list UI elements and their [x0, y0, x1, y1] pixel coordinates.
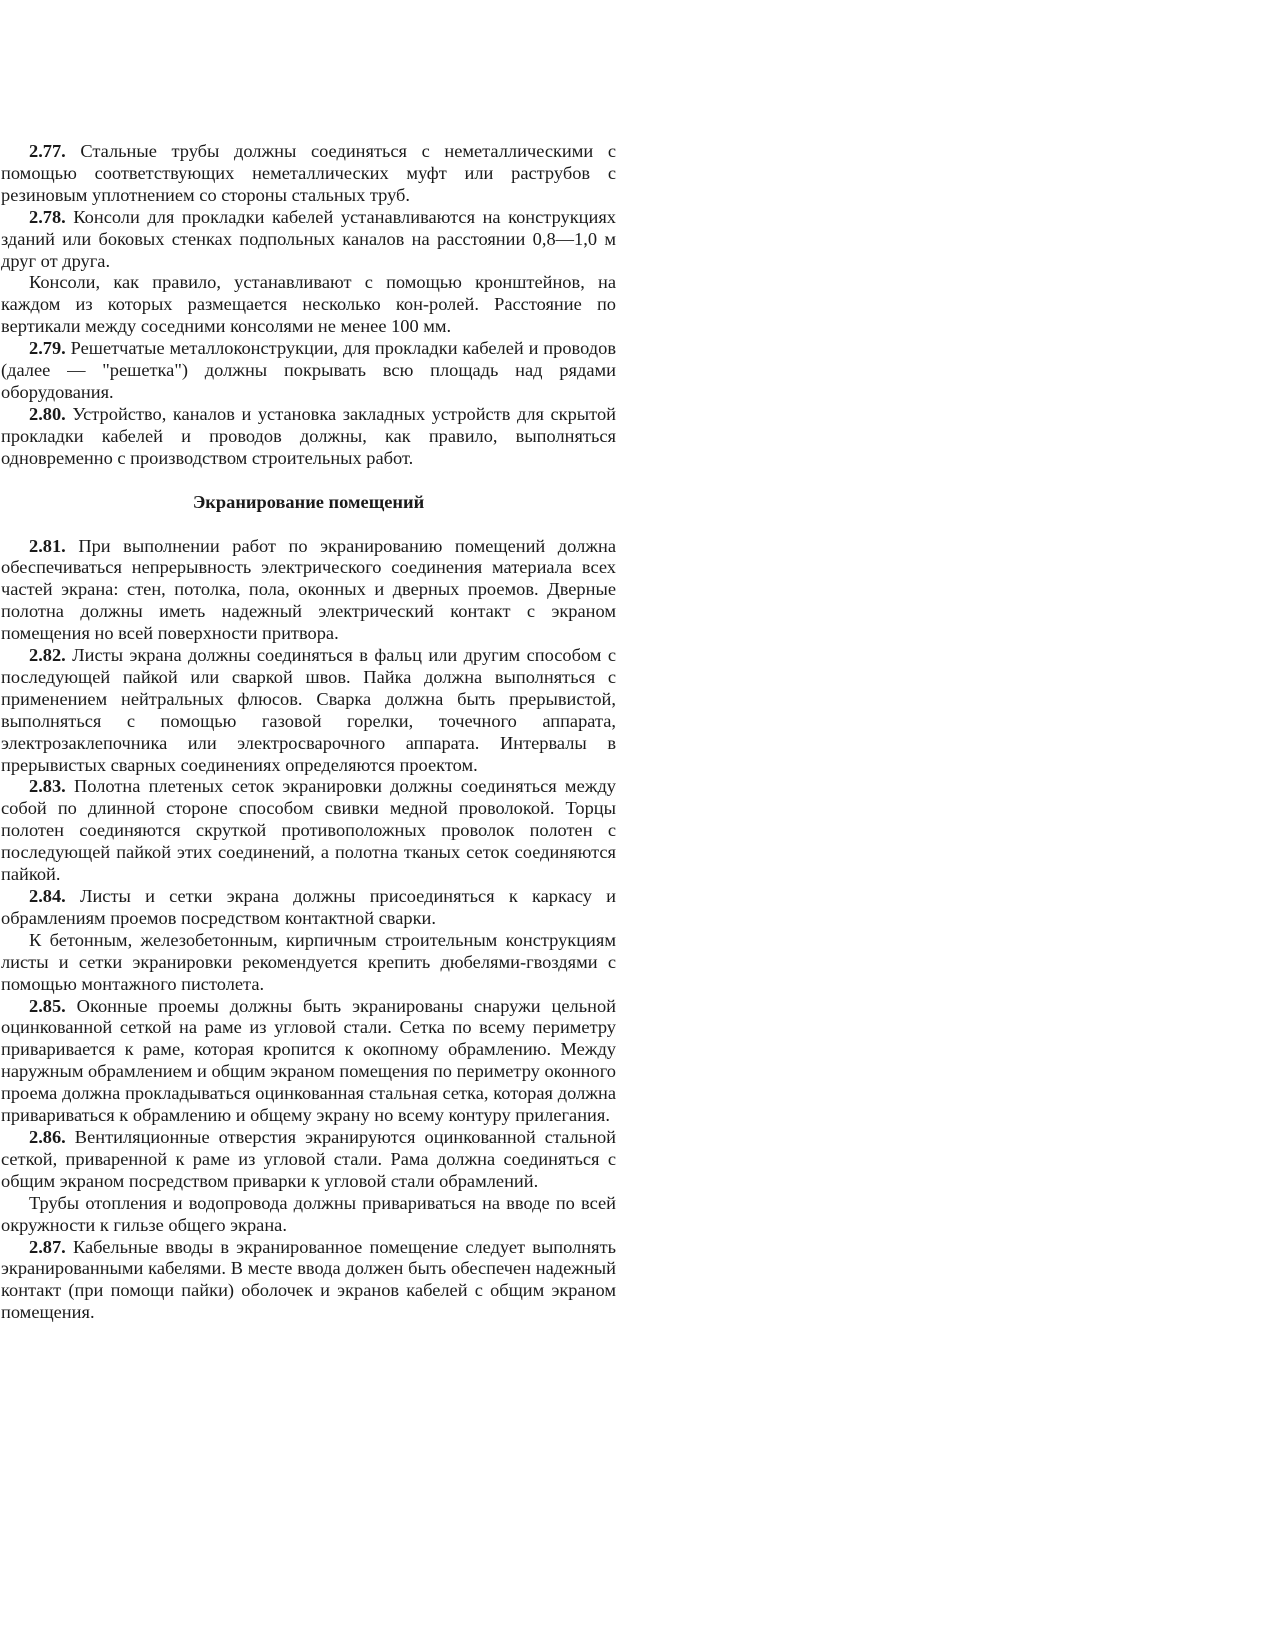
paragraph-2-85: [1, 996, 616, 1127]
paragraph-2-82: [1, 645, 616, 776]
paragraph-2-81: [1, 536, 616, 646]
paragraph-2-84: [1, 886, 616, 930]
paragraph-text: Устройство, каналов и установка закладных устройств для скрытой прокладки кабелей и проводов должны, как правило, выполняться одновременно с производством строительных работ.: [1, 403, 616, 468]
clause-number: 2.80.: [29, 403, 66, 424]
paragraph-text: К бетонным, железобетонным, кирпичным строительным конструкциям листы и сетки экранировки рекомендуется крепить дюбелями-гвоздями с помощью монтажного пистолета.: [1, 929, 616, 994]
clause-number: 2.78.: [29, 206, 66, 227]
section-heading: Экранирование помещений: [192, 491, 425, 512]
clause-number: 2.79.: [29, 338, 66, 359]
paragraph-text: Оконные проемы должны быть экранированы снаружи цельной оцинкованной сеткой на раме из угловой стали. Сетка по всему периметру приваривается к раме, которая кропится к окопному обрамлению. Между наружным обрамлением и общим экраном помещения по периметру оконного проема должна прокладываться оцинкованная стальная сетка, которая должна привариваться к обрамлению и общему экрану но всему контуру прилегания.: [1, 995, 616, 1126]
paragraph-2-79: [1, 338, 616, 404]
paragraph-text: Решетчатые металлоконструкции, для прокладки кабелей и проводов (далее — "решетка") должны покрывать всю площадь над рядами оборудования.: [1, 338, 616, 402]
paragraph-2-78-consoles: [1, 272, 616, 338]
paragraph-text: Листы экрана должны соединяться в фальц или другим способом с последующей пайкой или сваркой швов. Пайка должна выполняться с применением нейтральных флюсов. Сварка должна быть прерывистой, выполняться с помощью газовой горелки, точечного аппарата, электрозаклепочника или электросварочного аппарата. Интервалы в прерывистых сварных соединениях определяются проектом.: [1, 645, 616, 775]
paragraph-2-78: [1, 207, 616, 273]
clause-number: 2.85.: [29, 995, 66, 1016]
document-page: [1, 141, 616, 1324]
clause-number: 2.87.: [29, 1236, 66, 1257]
clause-number: 2.83.: [29, 776, 66, 797]
clause-number: 2.84.: [29, 886, 66, 906]
paragraph-2-80: [1, 404, 616, 470]
paragraph-2-86-pipes: [1, 1193, 616, 1237]
paragraph-text: Полотна плетеных сеток экранировки должны соединяться между собой по длинной стороне способом свивки медной проволокой. Торцы полотен соединяются скруткой противоположных проволок полотен с последующей пайкой этих соединений, а полотна тканых сеток соединяются пайкой.: [1, 776, 616, 885]
paragraph-2-87: [1, 1237, 616, 1325]
paragraph-text: Кабельные вводы в экранированное помещение следует выполнять экранированными кабелями. В месте ввода должен быть обеспечен надежный контакт (при помощи пайки) оболочек и экранов кабелей с общим экраном помещения.: [1, 1236, 616, 1323]
paragraph-text: Консоли, как правило, устанавливают с помощью кронштейнов, на каждом из которых размещается несколько кон-ролей. Расстояние по вертикали между соседними консолями не менее 100 мм.: [1, 272, 616, 337]
paragraph-2-77: [1, 141, 616, 207]
paragraph-2-83: [1, 776, 616, 886]
paragraph-text: Вентиляционные отверстия экранируются оцинкованной стальной сеткой, приваренной к раме из угловой стали. Рама должна соединяться с общим экраном посредством приварки к угловой стали обрамлений.: [1, 1126, 616, 1191]
paragraph-text: При выполнении работ по экранированию помещений должна обеспечиваться непрерывность электрического соединения материала всех частей экрана: стен, потолка, пола, оконных и дверных проемов. Дверные полотна должны иметь надежный электрический контакт с экраном помещения но всей поверхности притвора.: [1, 535, 616, 644]
paragraph-text: Листы и сетки экрана должны присоединяться к каркасу и обрамлениям проемов посредством контактной сварки.: [1, 886, 616, 928]
paragraph-text: Трубы отопления и водопровода должны привариваться на вводе по всей окружности к гильзе общего экрана.: [1, 1192, 616, 1235]
clause-number: 2.82.: [29, 645, 66, 666]
paragraph-text: Консоли для прокладки кабелей устанавливаются на конструкциях зданий или боковых стенках подпольных каналов на расстоянии 0,8—1,0 м друг от друга.: [1, 206, 616, 271]
paragraph-2-86: [1, 1127, 616, 1193]
paragraph-2-84-mounting: [1, 930, 616, 996]
paragraph-text: Стальные трубы должны соединяться с неметаллическими с помощью соответствующих неметаллических муфт или раструбов с резиновым уплотнением со стороны стальных труб.: [1, 141, 616, 205]
clause-number: 2.77.: [29, 141, 66, 161]
clause-number: 2.81.: [29, 535, 66, 556]
clause-number: 2.86.: [29, 1126, 66, 1147]
